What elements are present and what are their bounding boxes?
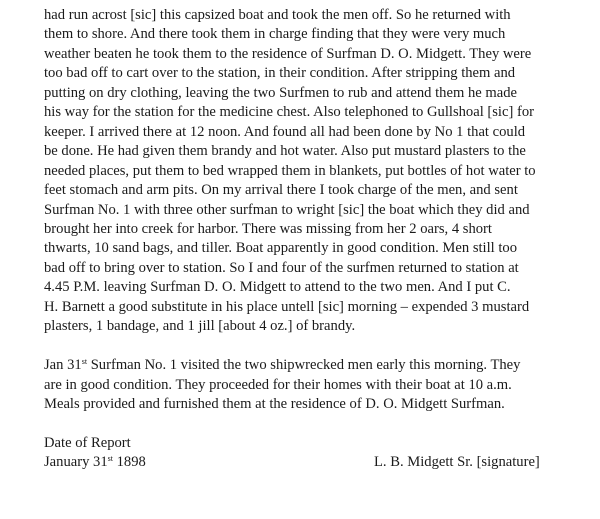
entry-text: Surfman No. 1 visited the two shipwrecked men early this morning. They — [87, 357, 521, 374]
text-line: them to shore. And there took them in charge finding that they were very much — [44, 26, 506, 43]
narrative-paragraph — [44, 6, 574, 337]
text-line: putting on dry clothing, leaving the two Surfmen to rub and attend them he made — [44, 84, 517, 101]
text-line: weather beaten he took them to the residence of Surfman D. O. Midgett. They were — [44, 45, 532, 62]
text-line: had run acrost [sic] this capsized boat and took the men off. So he returned with — [44, 7, 511, 23]
document-page — [44, 6, 574, 473]
text-line: too bad off to cart over to the station, in their condition. After stripping them and — [44, 65, 516, 82]
report-date: January 31 — [44, 454, 108, 471]
report-footer — [44, 434, 574, 473]
ordinal-suffix: st — [81, 357, 88, 367]
report-label: Date of Report — [44, 434, 131, 451]
text-line: Meals provided and furnished them at the residence of D. O. Midgett Surfman. — [44, 396, 505, 413]
followup-paragraph — [44, 356, 574, 414]
text-line: his way for the station for the medicine chest. Also telephoned to Gullshoal [sic] for — [44, 104, 534, 121]
text-line: keeper. I arrived there at 12 noon. And found all had been done by No 1 that could — [44, 123, 526, 140]
text-line — [44, 356, 574, 375]
text-line: Surfman No. 1 with three other surfman to wright [sic] the boat which they did and — [44, 201, 530, 218]
text-line: be done. He had given them brandy and hot water. Also put mustard plasters to the — [44, 143, 526, 160]
signature: L. B. Midgett Sr. [signature] — [374, 454, 540, 471]
report-year: 1898 — [112, 454, 146, 471]
ordinal-suffix: st — [107, 454, 113, 464]
report-date-row — [44, 453, 574, 472]
text-line: feet stomach and arm pits. On my arrival there I took charge of the men, and sent — [44, 182, 518, 199]
text-line: needed places, put them to bed wrapped them in blankets, put bottles of hot water to — [44, 162, 536, 179]
text-line: bad off to bring over to station. So I and four of the surfmen returned to station at — [44, 259, 519, 276]
text-line: 4.45 P.M. leaving Surfman D. O. Midgett to attend to the two men. And I put C. — [44, 279, 511, 296]
text-line: brought her into creek for harbor. There was missing from her 2 oars, 4 short — [44, 220, 492, 237]
text-line: H. Barnett a good substitute in his place untell [sic] morning – expended 3 mustard — [44, 298, 530, 315]
text-line: thwarts, 10 sand bags, and tiller. Boat apparently in good condition. Men still too — [44, 240, 518, 257]
text-line: are in good condition. They proceeded for their homes with their boat at 10 a.m. — [44, 376, 512, 393]
text-line: plasters, 1 bandage, and 1 jill [about 4 oz.] of brandy. — [44, 318, 356, 335]
paragraph-gap — [44, 415, 574, 434]
entry-date: Jan 31 — [44, 357, 82, 374]
paragraph-gap — [44, 337, 574, 356]
